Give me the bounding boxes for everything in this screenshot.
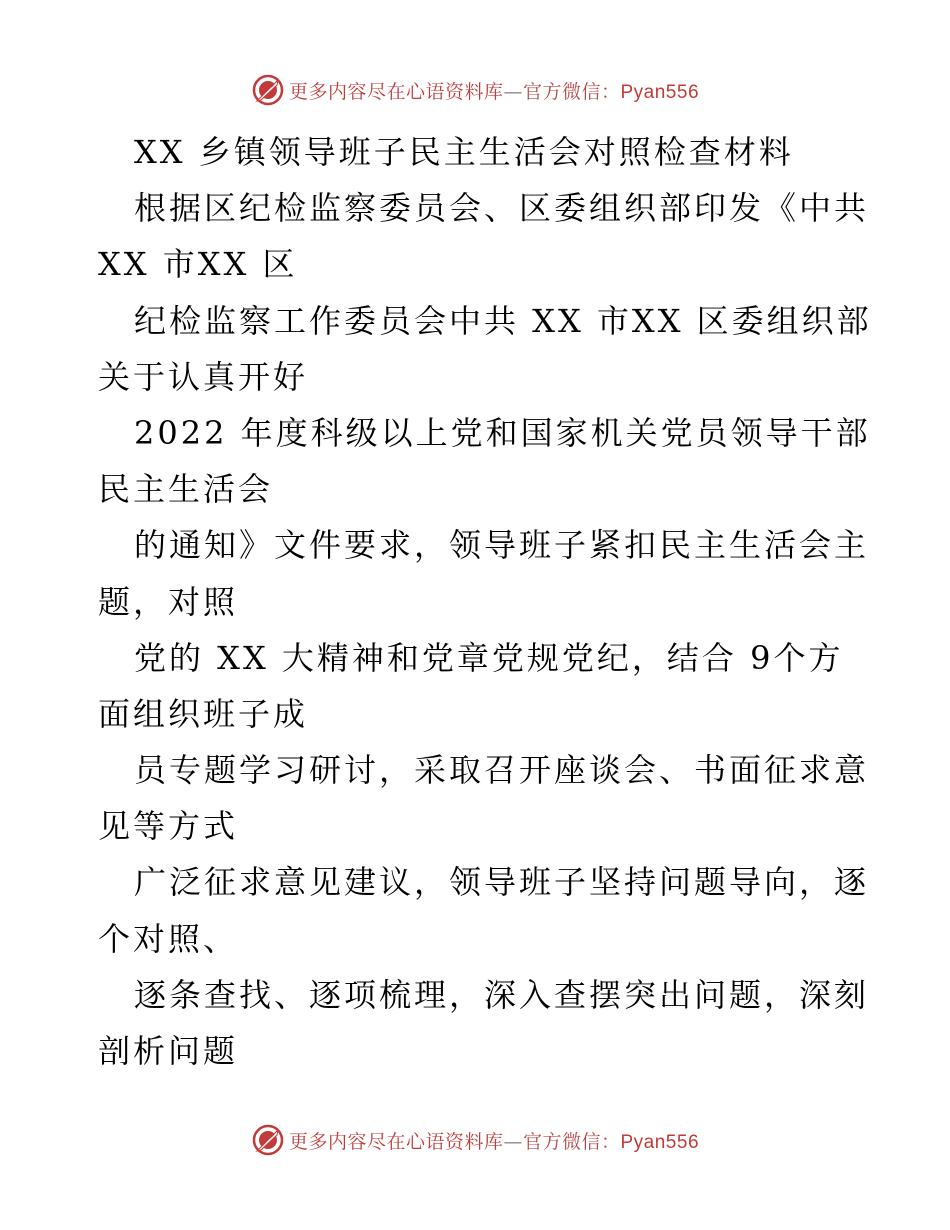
header-watermark — [0, 70, 950, 110]
document-line: 逐条查找、逐项梳理，深入查摆突出问题，深刻 — [134, 975, 870, 1014]
watermark-dash: — — [503, 80, 523, 103]
footer-watermark — [0, 1120, 950, 1160]
document-line: 面组织班子成 — [98, 694, 309, 733]
watermark-wechat-label: 官方微信： — [522, 1130, 621, 1153]
document-line: 剖析问题 — [98, 1032, 239, 1070]
quill-seal-icon — [251, 1123, 285, 1157]
document-line: 的通知》文件要求，领导班子紧扣民主生活会主 — [134, 526, 870, 565]
document-lines — [98, 180, 872, 1079]
watermark-text: 更多内容尽在心语资料库 — [288, 80, 504, 103]
document-line: 根据区纪检监察委员会、区委组织部印发《中共 — [134, 189, 870, 228]
document-title: XX 乡镇领导班子民主生活会对照检查材料 — [134, 133, 794, 171]
watermark-account: Pyan556 — [620, 81, 700, 103]
document-line: 题，对照 — [98, 582, 239, 621]
document-line: 见等方式 — [98, 807, 239, 846]
document-line: XX 市XX 区 — [98, 245, 298, 284]
document-line: 员专题学习研讨，采取召开座谈会、书面征求意 — [134, 751, 870, 790]
document-line: 广泛征求意见建议，领导班子坚持问题导向，逐 — [134, 863, 870, 902]
document-line: 党的 XX 大精神和党章党规党纪，结合 9个方 — [134, 638, 844, 677]
document-line: 关于认真开好 — [98, 357, 309, 396]
document-line: 个对照、 — [98, 919, 239, 958]
document-line: 民主生活会 — [98, 470, 274, 509]
watermark-dash: — — [503, 1130, 523, 1153]
watermark-wechat-label: 官方微信： — [522, 80, 621, 103]
document-line: 纪检监察工作委员会中共 XX 市XX 区委组织部 — [134, 301, 872, 340]
document-body — [98, 124, 872, 1079]
document-line: 2022 年度科级以上党和国家机关党员领导干部 — [134, 413, 871, 452]
quill-seal-icon — [251, 73, 285, 107]
watermark-account: Pyan556 — [620, 1131, 700, 1153]
watermark-text: 更多内容尽在心语资料库 — [288, 1130, 504, 1153]
